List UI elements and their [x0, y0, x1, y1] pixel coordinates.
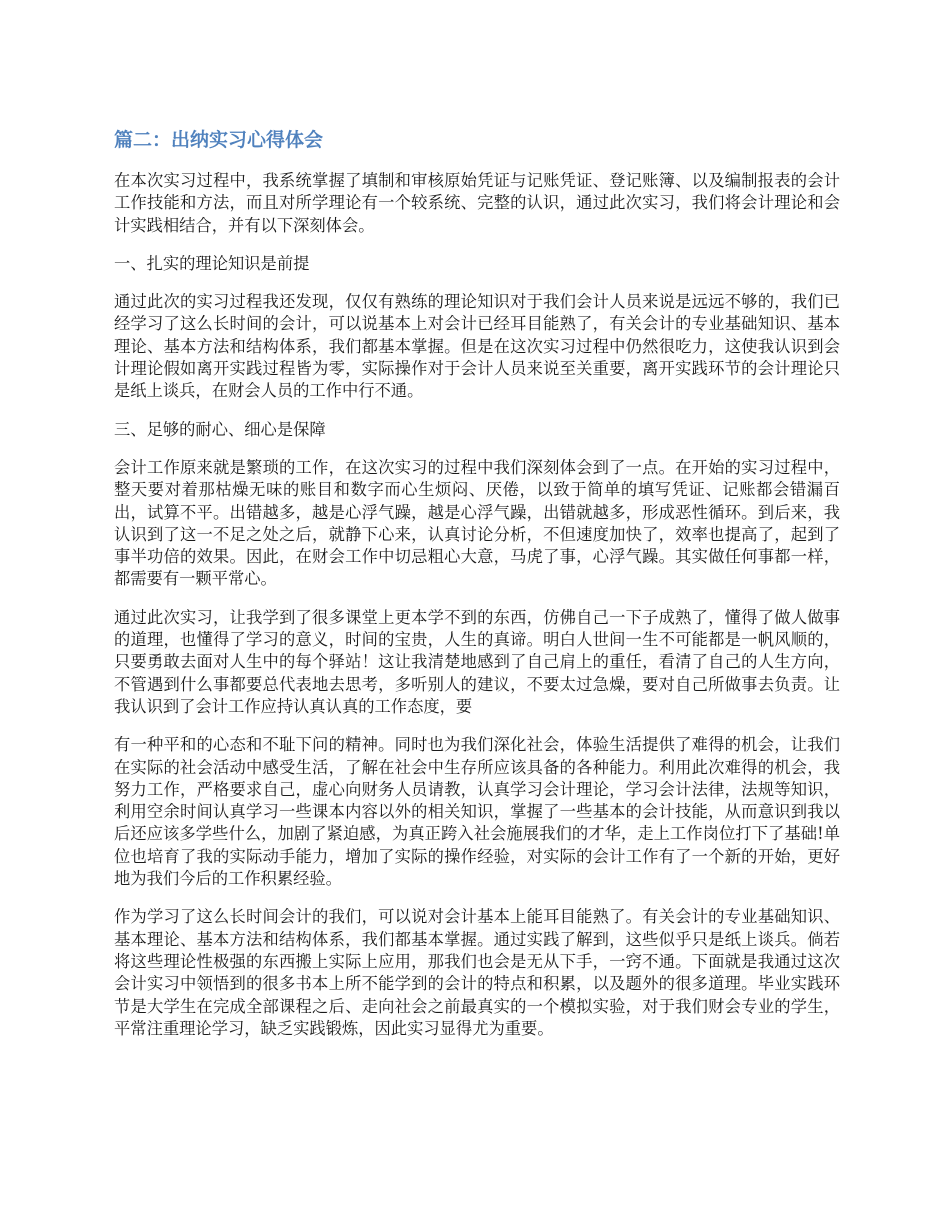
- document-title: 篇二：出纳实习心得体会: [114, 129, 324, 151]
- paragraph-growth: 通过此次实习，让我学到了很多课堂上更本学不到的东西，仿佛自己一下子成熟了，懂得了做人做事的道理，也懂得了学习的意义，时间的宝贵，人生的真谛。明白人世间一生不可能都是一帆风顺的，只要勇敢去面对人生中的每个驿站！这让我清楚地感到了自己肩上的重任，看清了自己的人生方向，不管遇到什么事都要总代表地去思考，多听别人的建议，不要太过急燥，要对自己所做事去负责。让我认识到了会计工作应持认真认真的工作态度，要: [114, 607, 840, 716]
- paragraph-patience: 会计工作原来就是繁琐的工作，在这次实习的过程中我们深刻体会到了一点。在开始的实习过程中，整天要对着那枯燥无味的账目和数字而心生烦闷、厌倦，以致于简单的填写凭证、记账都会错漏百出，试算不平。出错越多，越是心浮气躁，越是心浮气躁，出错就越多，形成恶性循环。到后来，我认识到了这一不足之处之后，就静下心来，认真讨论分析，不但速度加快了，效率也提高了，起到了事半功倍的效果。因此，在财会工作中切忌粗心大意，马虎了事，心浮气躁。其实做任何事都一样，都需要有一颗平常心。: [114, 457, 840, 589]
- paragraph-intro: 在本次实习过程中，我系统掌握了填制和审核原始凭证与记账凭证、登记账簿、以及编制报表的会计工作技能和方法，而且对所学理论有一个较系统、完整的认识，通过此次实习，我们将会计理论和会计实践相结合，并有以下深刻体会。: [114, 171, 840, 235]
- section-heading-theory: 一、扎实的理论知识是前提: [114, 253, 310, 273]
- paragraph-conclusion: 作为学习了这么长时间会计的我们，可以说对会计基本上能耳目能熟了。有关会计的专业基础知识、基本理论、基本方法和结构体系，我们都基本掌握。通过实践了解到，这些似乎只是纸上谈兵。倘若将这些理论性极强的东西搬上实际上应用，那我们也会是无从下手，一窍不通。下面就是我通过这次会计实习中领悟到的很多书本上所不能学到的会计的特点和积累，以及题外的很多道理。毕业实践环节是大学生在完成全部课程之后、走向社会之前最真实的一个模拟实验，对于我们财会专业的学生，平常注重理论学习，缺乏实践锻炼，因此实习显得尤为重要。: [114, 907, 840, 1038]
- paragraph-attitude: 有一种平和的心态和不耻下问的精神。同时也为我们深化社会，体验生活提供了难得的机会，让我们在实际的社会活动中感受生活，了解在社会中生存所应该具备的各种能力。利用此次难得的机会，我努力工作，严格要求自己，虚心向财务人员请教，认真学习会计理论，学习会计法律，法规等知识，利用空余时间认真学习一些课本内容以外的相关知识，掌握了一些基本的会计技能，从而意识到我以后还应该多学些什么，加剧了紧迫感，为真正跨入社会施展我们的才华，走上工作岗位打下了基础!单位也培育了我的实际动手能力，增加了实际的操作经验，对实际的会计工作有了一个新的开始，更好地为我们今后的工作积累经验。: [114, 735, 840, 889]
- section-heading-patience: 三、足够的耐心、细心是保障: [114, 419, 326, 439]
- paragraph-theory: 通过此次的实习过程我还发现，仅仅有熟练的理论知识对于我们会计人员来说是远远不够的，我们已经学习了这么长时间的会计，可以说基本上对会计已经耳目能熟了，有关会计的专业基础知识、基本理论、基本方法和结构体系，我们都基本掌握。但是在这次实习过程中仍然很吃力，这使我认识到会计理论假如离开实践过程皆为零，实际操作对于会计人员来说至关重要，离开实践环节的会计理论只是纸上谈兵，在财会人员的工作中行不通。: [114, 292, 840, 401]
- document-page: [114, 126, 840, 1056]
